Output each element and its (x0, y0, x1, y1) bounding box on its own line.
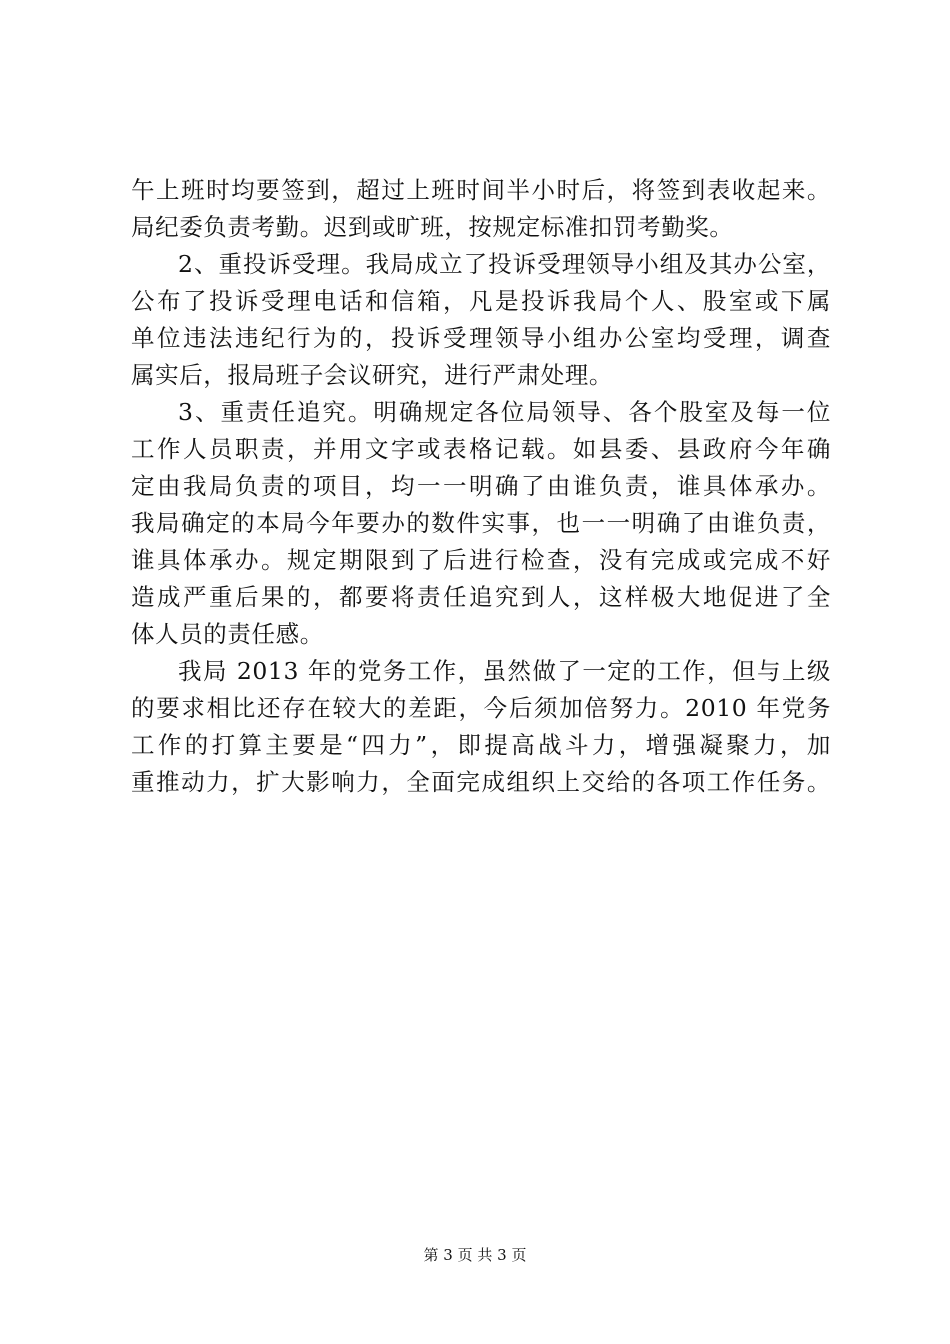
text-line: 定由我局负责的项目，均一一明确了由谁负责，谁具体承办。 (131, 472, 831, 500)
text-line: 造成严重后果的，都要将责任追究到人，这样极大地促进了全 (131, 583, 831, 611)
text-line: 我局确定的本局今年要办的数件实事，也一一明确了由谁负责， (131, 509, 831, 537)
text-line: 我局 2013 年的党务工作，虽然做了一定的工作，但与上级 (178, 657, 831, 685)
text-line: 谁具体承办。规定期限到了后进行检查，没有完成或完成不好 (131, 546, 831, 574)
text-line: 单位违法违纪行为的，投诉受理领导小组办公室均受理，调查 (131, 324, 831, 352)
text-line: 局纪委负责考勤。迟到或旷班，按规定标准扣罚考勤奖。 (131, 213, 734, 241)
text-line: 午上班时均要签到，超过上班时间半小时后，将签到表收起来。 (131, 176, 831, 204)
document-body (131, 172, 831, 801)
page-number-footer: 第 3 页 共 3 页 (423, 1246, 527, 1264)
text-line: 2、重投诉受理。我局成立了投诉受理领导小组及其办公室， (178, 250, 831, 278)
text-line: 公布了投诉受理电话和信箱，凡是投诉我局个人、股室或下属 (131, 287, 831, 315)
text-line: 工作人员职责，并用文字或表格记载。如县委、县政府今年确 (131, 435, 831, 463)
text-line: 的要求相比还存在较大的差距，今后须加倍努力。2010 年党务 (131, 694, 831, 722)
text-line: 3、重责任追究。明确规定各位局领导、各个股室及每一位 (178, 398, 831, 426)
text-line: 重推动力，扩大影响力，全面完成组织上交给的各项工作任务。 (131, 768, 831, 796)
text-line: 体人员的责任感。 (131, 620, 324, 648)
text-line: 属实后，报局班子会议研究，进行严肃处理。 (131, 361, 613, 389)
text-line: 工作的打算主要是“四力”，即提高战斗力，增强凝聚力，加 (131, 731, 831, 759)
